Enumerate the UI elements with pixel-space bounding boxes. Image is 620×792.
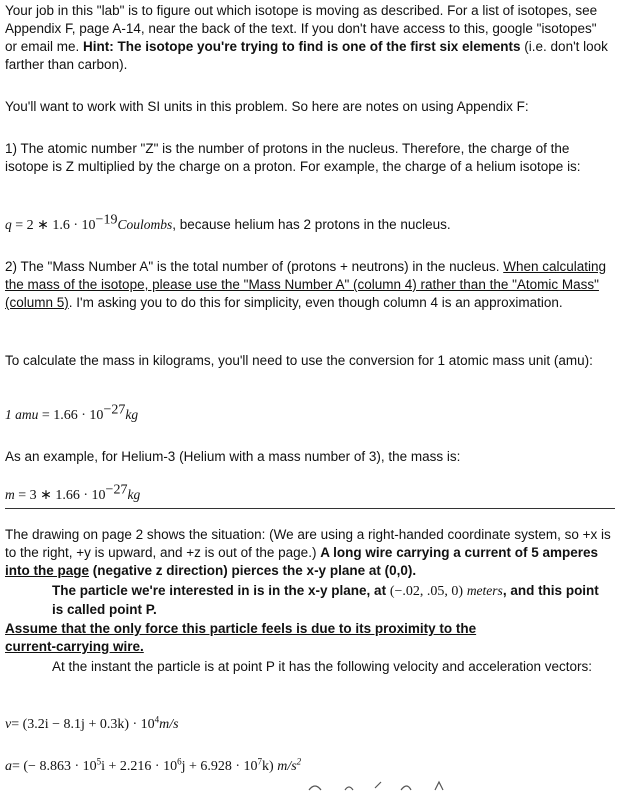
amu-exponent: −27 [103, 402, 126, 418]
particle-coordinates: (−.02, .05, 0) [389, 584, 464, 599]
wire-position: (negative z direction) pierces the x-y plane at (0,0). [89, 563, 417, 578]
charge-unit: Coulombs [117, 217, 173, 232]
acceleration-exp-1: 5 [96, 756, 102, 767]
acceleration-part-2: i + 2.216 · 10 [101, 759, 178, 774]
charge-symbol: q [5, 217, 12, 232]
intro-text: Your job in this "lab" is to figure out which isotope is moving as described. For a list of isotopes, see Appendix F, page A-14, near the back of the text. If you don't have access to this, google "isotopes" or email me. [5, 3, 598, 54]
mass-number-text: 2) The "Mass Number A" is the total number of (protons + neutrons) in the nucleus. [5, 259, 504, 274]
mass-equation [5, 482, 611, 505]
helium-example-paragraph: As an example, for Helium-3 (Helium with a mass number of 3), the mass is: [5, 449, 461, 464]
mass-unit: kg [127, 487, 141, 502]
velocity-unit: m/s [159, 717, 179, 732]
velocity-symbol: v [5, 717, 12, 732]
amu-unit: kg [125, 407, 139, 422]
charge-equation [5, 212, 611, 235]
mass-symbol: m [5, 487, 15, 502]
mass-number-tail: . I'm asking you to do this for simplicity, even though column 4 is an approximation. [68, 295, 563, 310]
amu-symbol: 1 amu [5, 407, 39, 422]
amu-value: = 1.66 · 10 [38, 408, 104, 423]
drawing-paragraph [5, 526, 611, 580]
wire-direction: into the page [5, 563, 89, 578]
particle-paragraph [5, 582, 611, 619]
charge-value: = 2 ∗ 1.6 · 10 [11, 218, 96, 233]
velocity-exponent: 4 [154, 714, 160, 725]
particle-unit: meters [466, 583, 503, 598]
charge-tail: , because helium has 2 protons in the nucleus. [172, 217, 451, 232]
atomic-number-paragraph: 1) The atomic number "Z" is the number of protons in the nucleus. Therefore, the charge of the isotope is Z multiplied by the charge on a proton. For example, the charge of a helium isotope is: [5, 141, 581, 174]
section-divider [5, 508, 615, 509]
assumption-text: Assume that the only force this particle feels is due to its proximity to the current-carrying wire. [5, 621, 477, 654]
wire-description: A long wire carrying a current of 5 amperes [320, 545, 599, 560]
mass-value: = 3 ∗ 1.66 · 10 [14, 488, 106, 503]
drawing-text: The drawing on page 2 shows the situation: (We are using a right-handed coordinate system, so +x is to the right, +y is upward, and +z is out of the page.) [5, 527, 611, 560]
velocity-vector [5, 716, 611, 734]
point-p-label: , and this point is called point P. [52, 583, 599, 617]
acceleration-unit-exponent: 2 [296, 756, 302, 767]
mass-exponent: −27 [105, 482, 128, 498]
intro-tail: (i.e. don't look farther than carbon). [5, 39, 608, 72]
acceleration-symbol: a [5, 759, 12, 774]
acceleration-exp-2: 6 [177, 756, 182, 767]
acceleration-part-1: = (− 8.863 · 10 [12, 759, 97, 774]
acceleration-part-4: k) [262, 759, 274, 774]
acceleration-part-3: j + 6.928 · 10 [181, 759, 258, 774]
particle-text: The particle we're interested in is in the x-y plane, at [52, 583, 390, 598]
mass-number-paragraph [5, 258, 611, 312]
instant-paragraph: At the instant the particle is at point P it has the following velocity and acceleration vectors: [52, 659, 593, 674]
si-units-paragraph: You'll want to work with SI units in this problem. So here are notes on using Appendix F: [5, 99, 529, 114]
hint-text: Hint: The isotope you're trying to find is one of the first six elements [83, 39, 521, 54]
mass-number-instruction: When calculating the mass of the isotope, please use the "Mass Number A" (column 4) rather than the "Atomic Mass" (column 5) [5, 259, 607, 310]
intro-paragraph [5, 2, 611, 74]
amu-equation [5, 402, 611, 425]
mass-conversion-paragraph: To calculate the mass in kilograms, you'll need to use the conversion for 1 atomic mass unit (amu): [5, 353, 593, 368]
acceleration-vector [5, 758, 611, 776]
assumption-paragraph [5, 620, 505, 656]
velocity-expression: = (3.2i − 8.1j + 0.3k) · 10 [11, 717, 155, 732]
acceleration-unit: m/s [277, 759, 297, 774]
charge-exponent: −19 [95, 212, 118, 228]
acceleration-exp-3: 7 [257, 756, 263, 767]
